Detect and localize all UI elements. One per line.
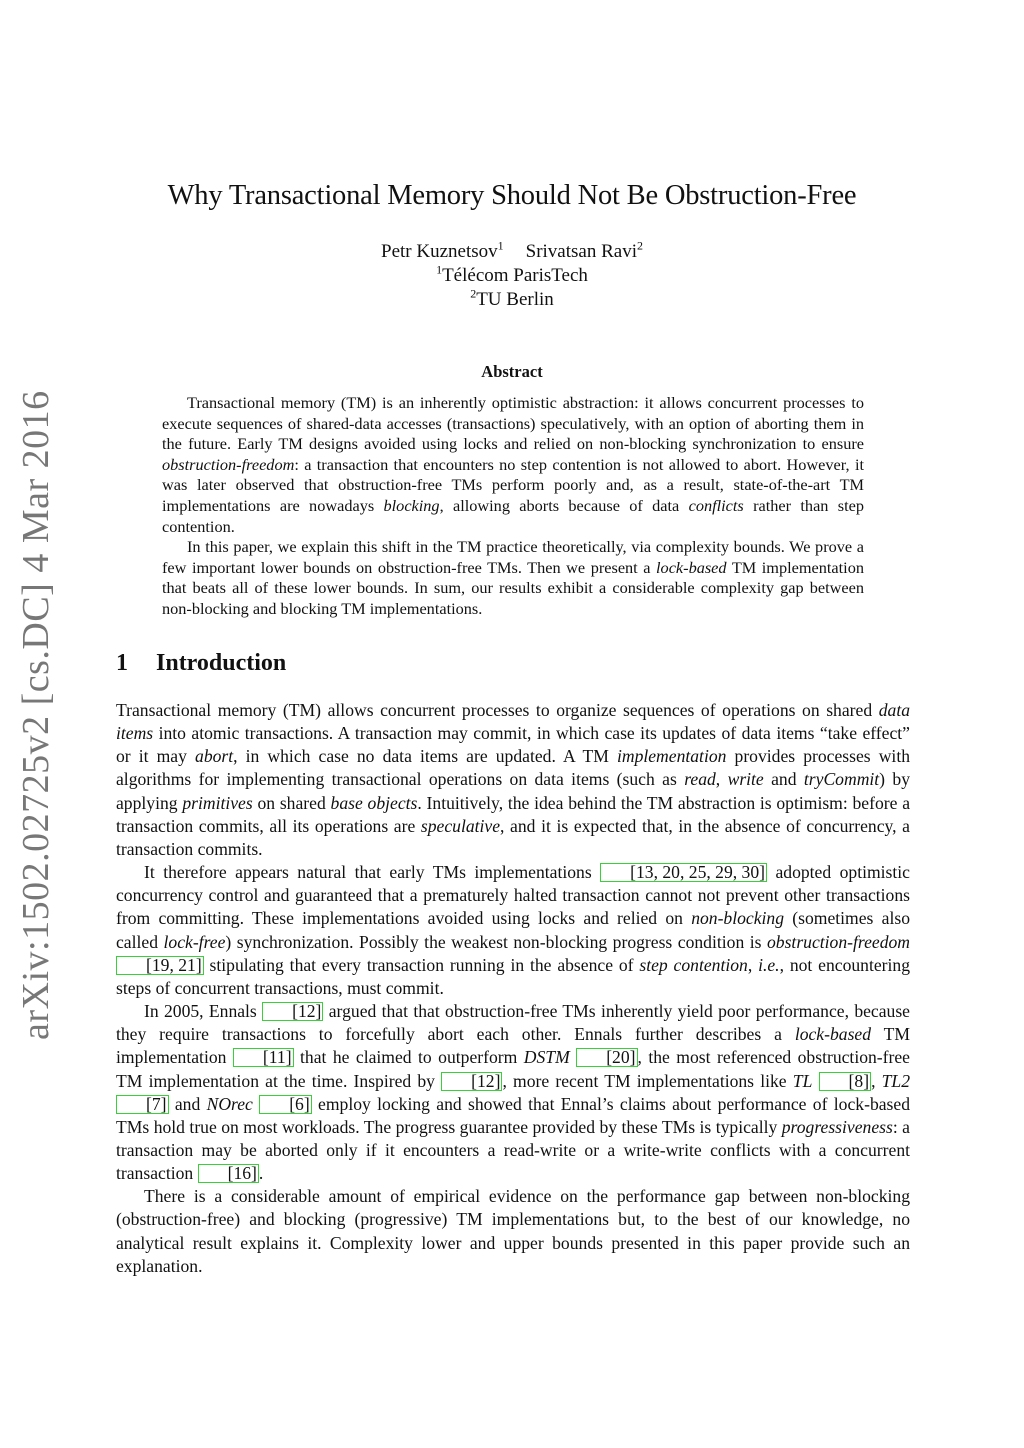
emphasis-text: NOrec xyxy=(206,1093,253,1114)
author-line xyxy=(312,240,712,264)
citation-link[interactable]: [19, 21] xyxy=(116,956,204,975)
emphasis-text: progressiveness xyxy=(781,1116,893,1137)
section-title: Introduction xyxy=(156,650,287,676)
affiliation-sup: 2 xyxy=(470,286,477,301)
affiliation-sup: 1 xyxy=(436,262,443,277)
affiliation xyxy=(312,264,712,288)
emphasis-text: i.e. xyxy=(758,954,780,975)
citation-link[interactable]: [13, 20, 25, 29, 30] xyxy=(600,863,767,882)
body-paragraph: It therefore appears natural that early TMs implementations [13, 20, 25, 29, 30] adopted optimistic concurrency control and guaranteed that a prematurely halted transaction cannot not prevent other transactions from committing. These implementations avoided using locks and relied on non-blocking (sometimes also called lock-free) synchronization. Possibly the weakest non-blocking progress condition is obstruction-freedom [19, 21] stipulating that every transaction running in the absence of step contention, i.e., not encountering steps of concurrent transactions, must commit. xyxy=(116,862,910,998)
citation-link[interactable]: [8] xyxy=(819,1072,872,1091)
emphasis-text: obstruction-freedom xyxy=(766,931,910,952)
abstract-paragraph: In this paper, we explain this shift in the TM practice theoretically, via complexity bounds. We prove a few important lower bounds on obstruction-free TMs. Then we present a lock-based TM implementation that beats all of these lower bounds. In sum, our results exhibit a considerable complexity gap between non-blocking and blocking TM implementations. xyxy=(162,537,864,618)
citation-link[interactable]: [12] xyxy=(441,1072,502,1091)
emphasis-text: TL2 xyxy=(881,1070,911,1091)
citation-link[interactable]: [12] xyxy=(262,1002,323,1021)
paper-title: Why Transactional Memory Should Not Be Obstruction-Free xyxy=(167,180,857,211)
emphasis-text: speculative xyxy=(420,815,501,836)
abstract-paragraph: Transactional memory (TM) is an inherently optimistic abstraction: it allows concurrent processes to execute sequences of shared-data accesses (transactions) speculatively, with an option of aborting them in the future. Early TM designs avoided using locks and relied on non-blocking synchronization to ensure obstruction-freedom: a transaction that encounters no step contention is not allowed to abort. However, it was later observed that obstruction-free TMs perform poorly and, as a result, state-of-the-art TM implementations are nowadays blocking, allowing aborts because of data conflicts rather than step contention. xyxy=(162,393,864,536)
emphasis-text: DSTM xyxy=(523,1047,570,1068)
author-block xyxy=(312,240,712,312)
affiliation-name: TU Berlin xyxy=(476,289,554,310)
affiliation-name: Télécom ParisTech xyxy=(442,265,588,286)
emphasis-text: primitives xyxy=(182,792,253,813)
emphasis-text: non-blocking xyxy=(691,908,785,929)
emphasis-text: base objects xyxy=(330,792,418,813)
section-heading xyxy=(116,650,286,677)
emphasis-text: lock-based xyxy=(656,557,727,577)
citation-link[interactable]: [16] xyxy=(198,1164,259,1183)
author-sup: 1 xyxy=(497,238,504,253)
emphasis-text: lock-free xyxy=(163,931,226,952)
abstract xyxy=(162,393,864,620)
author-name: Srivatsan Ravi xyxy=(525,241,637,262)
emphasis-text: data items xyxy=(116,700,910,744)
emphasis-text: conflicts xyxy=(688,495,744,515)
emphasis-text: abort xyxy=(195,746,234,767)
author-sup: 2 xyxy=(636,238,643,253)
author-name: Petr Kuznetsov xyxy=(381,241,498,262)
emphasis-text: write xyxy=(727,769,764,790)
section-number: 1 xyxy=(116,650,128,676)
citation-link[interactable]: [6] xyxy=(259,1095,312,1114)
affiliation xyxy=(312,288,712,312)
emphasis-text: obstruction-freedom xyxy=(162,454,295,474)
emphasis-text: lock-based xyxy=(794,1024,872,1045)
body-text xyxy=(116,699,910,1278)
body-paragraph: There is a considerable amount of empirical evidence on the performance gap between non-blocking (obstruction-free) and blocking (progressive) TM implementations but, to the best of our knowledge, no analytical result explains it. Complexity lower and upper bounds presented in this paper provide such an explanation. xyxy=(116,1186,910,1276)
citation-link[interactable]: [20] xyxy=(576,1048,637,1067)
abstract-heading: Abstract xyxy=(481,362,543,381)
arxiv-side-label: arXiv:1502.02725v2 [cs.DC] 4 Mar 2016 xyxy=(15,390,57,1040)
emphasis-text: implementation xyxy=(616,746,727,767)
body-paragraph: Transactional memory (TM) allows concurrent processes to organize sequences of operations on shared data items into atomic transactions. A transaction may commit, in which case its updates of data items “take effect” or it may abort, in which case no data items are updated. A TM implementation provides processes with algorithms for implementing transactional operations on data items (such as read, write and tryCommit) by applying primitives on shared base objects. Intuitively, the idea behind the TM abstraction is optimism: before a transaction commits, all its operations are speculative, and it is expected that, in the absence of concurrency, a transaction commits. xyxy=(116,700,911,859)
citation-link[interactable]: [7] xyxy=(116,1095,169,1114)
emphasis-text: step contention xyxy=(639,954,748,975)
body-paragraph: In 2005, Ennals [12] argued that that obstruction-free TMs inherently yield poor performance, because they require transactions to forcefully abort each other. Ennals further describes a lock-based TM implementation [11] that he claimed to outperform DSTM [20] , the most referenced obstruction-free TM implementation at the time. Inspired by [12] , more recent TM implementations like TL [8] , TL2 [7] and NOrec [6] employ locking and showed that Ennal’s claims about performance of lock-based TMs hold true on most workloads. The progress guarantee provided by these TMs is typically progressiveness: a transaction may be aborted only if it encounters a read-write or a write-write conflicts with a concurrent transaction [16] . xyxy=(116,1001,911,1184)
emphasis-text: blocking xyxy=(383,495,440,515)
emphasis-text: TL xyxy=(792,1070,813,1091)
emphasis-text: tryCommit xyxy=(803,769,880,790)
citation-link[interactable]: [11] xyxy=(233,1048,294,1067)
emphasis-text: read xyxy=(684,769,716,790)
